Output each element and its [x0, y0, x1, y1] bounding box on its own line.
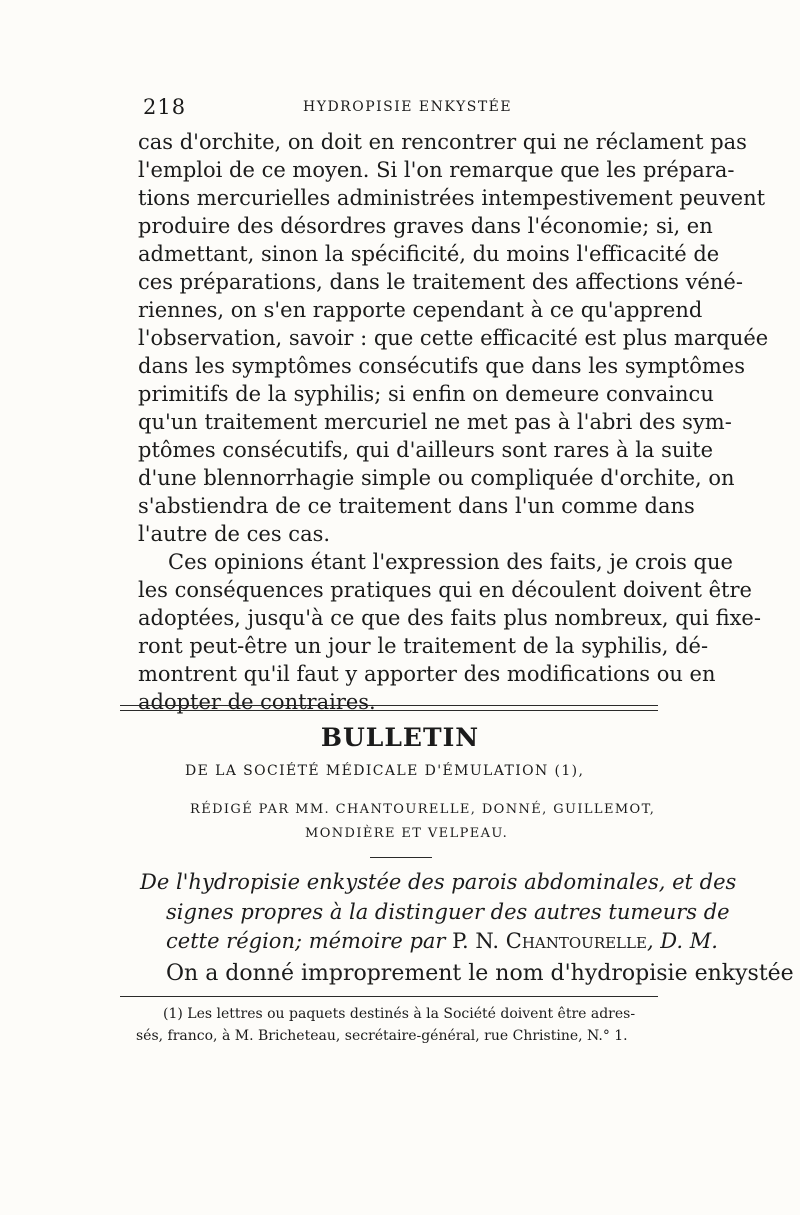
page-header [143, 95, 663, 125]
text-line: adoptées, jusqu'à ce que des faits plus nombreux, qui fixe- [138, 606, 761, 630]
article-title-line [166, 929, 718, 953]
text-line: primitifs de la syphilis; si enfin on demeure convaincu [138, 382, 714, 406]
section-divider [120, 705, 658, 706]
text-line: l'observation, savoir : que cette efficacité est plus marquée [138, 326, 769, 350]
text-line: l'autre de ces cas. [138, 522, 331, 546]
text-line: les conséquences pratiques qui en découlent doivent être [138, 578, 752, 602]
article-author-degree: , D. M. [646, 929, 718, 953]
article-first-line: On a donné improprement le nom d'hydropisie enkystée [166, 961, 794, 986]
text-line: d'une blennorrhagie simple ou compliquée d'orchite, on [138, 466, 735, 490]
bulletin-editors-continued: MONDIÈRE ET VELPEAU. [305, 826, 509, 841]
section-divider [120, 710, 658, 711]
text-line: cas d'orchite, on doit en rencontrer qui ne réclament pas [138, 130, 747, 154]
footnote-line: (1) Les lettres ou paquets destinés à la Société doivent être adres- [163, 1006, 636, 1022]
footnote-line: sés, franco, à M. Bricheteau, secrétaire-général, rue Christine, N.° 1. [136, 1028, 628, 1044]
short-divider [370, 857, 432, 858]
bulletin-subtitle: DE LA SOCIÉTÉ MÉDICALE D'ÉMULATION (1), [185, 763, 585, 779]
article-title-line: signes propres à la distinguer des autres tumeurs de [166, 900, 730, 924]
text-line: ces préparations, dans le traitement des affections véné- [138, 270, 743, 294]
text-line: l'emploi de ce moyen. Si l'on remarque que les prépara- [138, 158, 735, 182]
article-author: P. N. Chantourelle [452, 929, 647, 953]
text-line: s'abstiendra de ce traitement dans l'un comme dans [138, 494, 695, 518]
article-title-text: cette région; mémoire par [166, 929, 453, 953]
text-line: qu'un traitement mercuriel ne met pas à l'abri des sym- [138, 410, 732, 434]
text-line: ront peut-être un jour le traitement de la syphilis, dé- [138, 634, 709, 658]
running-head: HYDROPISIE ENKYSTÉE [303, 99, 513, 115]
bulletin-editors: RÉDIGÉ PAR MM. CHANTOURELLE, DONNÉ, GUILLEMOT, [190, 802, 656, 817]
text-line: ptômes consécutifs, qui d'ailleurs sont rares à la suite [138, 438, 714, 462]
text-line: montrent qu'il faut y apporter des modifications ou en [138, 662, 716, 686]
text-line: Ces opinions étant l'expression des faits, je crois que [168, 550, 733, 574]
footnote-divider [120, 996, 658, 997]
article-title-line: De l'hydropisie enkystée des parois abdominales, et des [140, 870, 737, 894]
text-line: tions mercurielles administrées intempestivement peuvent [138, 186, 766, 210]
text-line: admettant, sinon la spécificité, du moins l'efficacité de [138, 242, 720, 266]
text-line: dans les symptômes consécutifs que dans les symptômes [138, 354, 746, 378]
bulletin-title: BULLETIN [320, 723, 480, 752]
text-line: produire des désordres graves dans l'économie; si, en [138, 214, 713, 238]
text-line: adopter de contraires. [138, 690, 376, 714]
text-line: riennes, on s'en rapporte cependant à ce qu'apprend [138, 298, 703, 322]
page-number: 218 [143, 95, 187, 119]
